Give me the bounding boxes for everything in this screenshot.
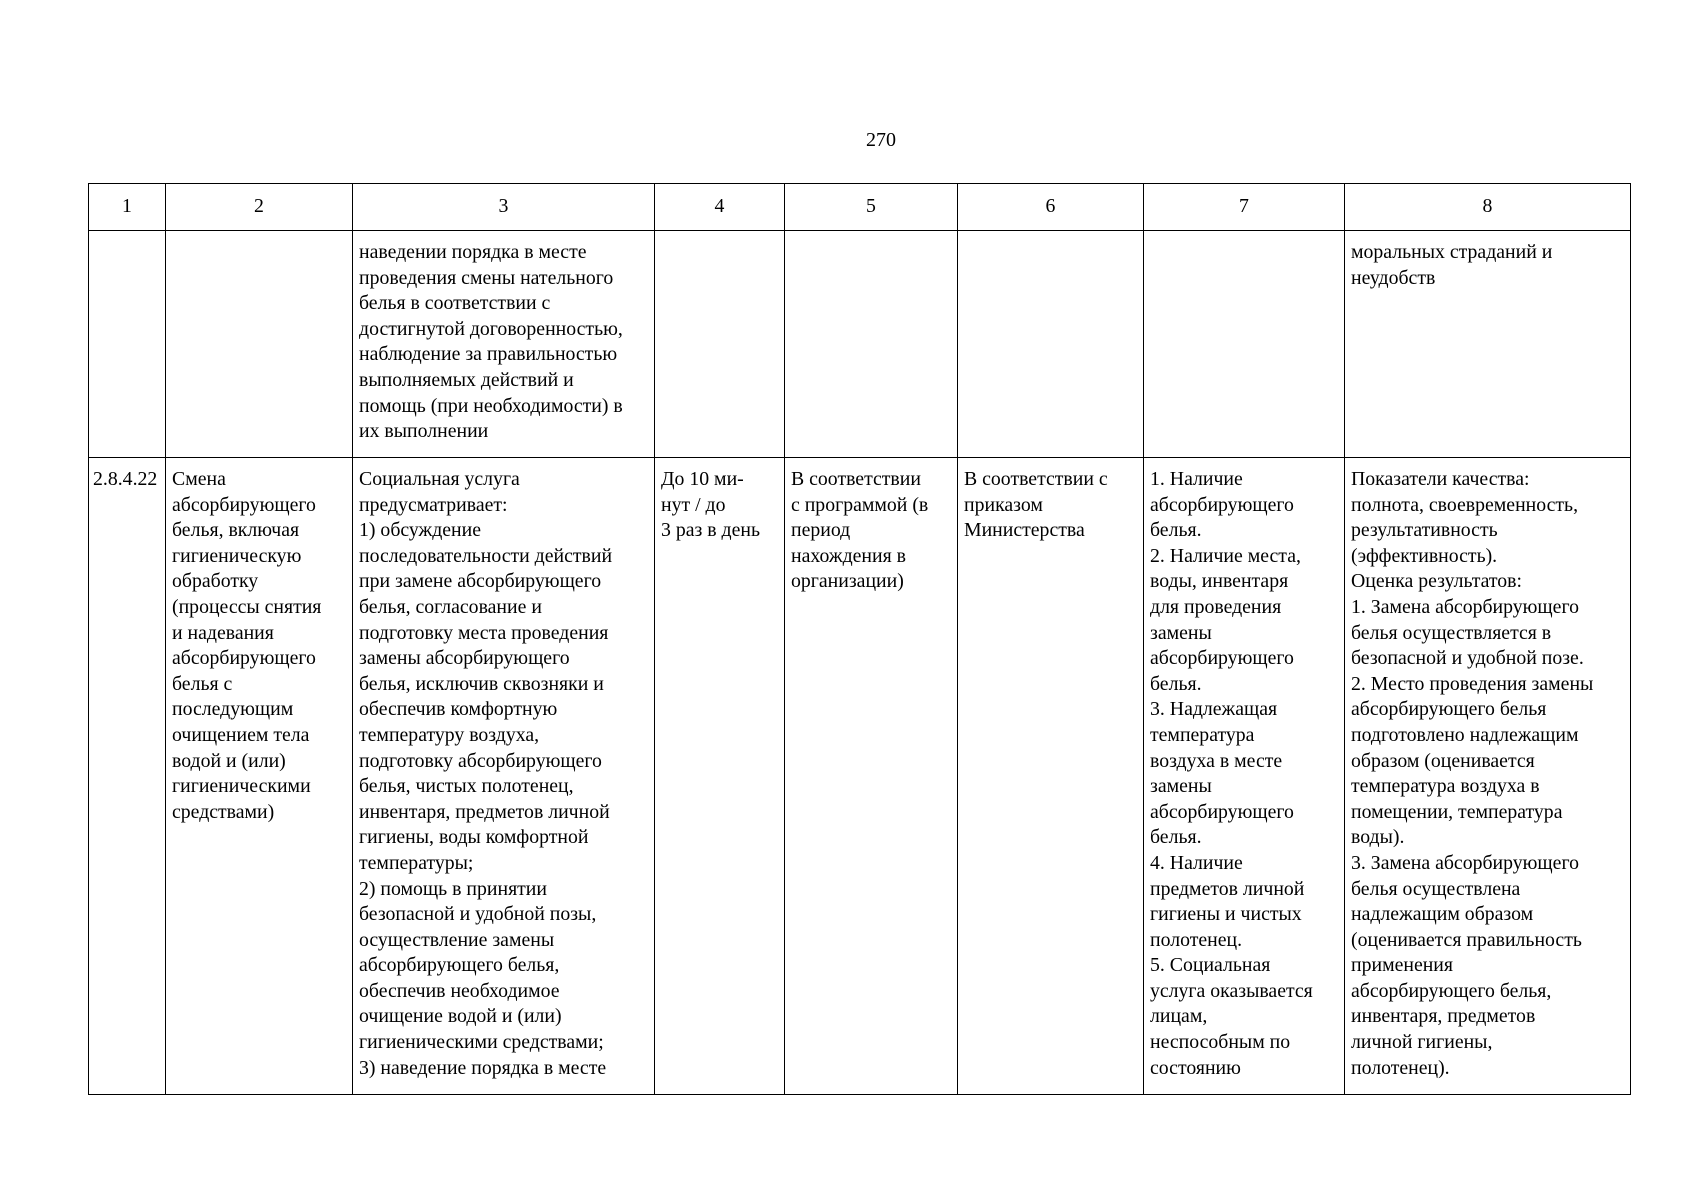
column-header: 6 bbox=[958, 184, 1144, 231]
column-header: 1 bbox=[89, 184, 166, 231]
service-code: 2.8.4.22 bbox=[93, 468, 158, 490]
table-cell bbox=[1345, 231, 1631, 458]
column-header: 7 bbox=[1144, 184, 1345, 231]
column-header: 8 bbox=[1345, 184, 1631, 231]
cell-text bbox=[166, 231, 352, 248]
services-table bbox=[88, 183, 1631, 1095]
table-cell bbox=[89, 231, 166, 458]
table-cell bbox=[655, 231, 785, 458]
cell-text bbox=[655, 231, 784, 248]
service-quality: Показатели качества: полнота, своевременность, результативность (эффективность). Оценка результатов: 1. Замена абсорбирующего белья осуществляется в безопасной и удобной позе. 2. Место проведения замены абсорбирующего белья подготовлено надлежащим образом (оценивается температура воздуха в помещении, температура воды). 3. Замена абсорбирующего белья осуществлена надлежащим образом (оценивается правильность применения абсорбирующего белья, инвентаря, предметов личной гигиены, полотенец). bbox=[1351, 468, 1594, 1079]
cell-text bbox=[785, 231, 957, 248]
table-cell bbox=[1345, 458, 1631, 1095]
page-number: 270 bbox=[866, 129, 896, 151]
column-header: 4 bbox=[655, 184, 785, 231]
service-duration: До 10 ми- нут / до 3 раз в день bbox=[661, 468, 761, 542]
table-row bbox=[89, 231, 1631, 458]
table-cell bbox=[958, 231, 1144, 458]
service-conditions: 1. Наличие абсорбирующего белья. 2. Наличие места, воды, инвентаря для проведения замены абсорбирующего белья. 3. Надлежащая температура воздуха в месте замены абсорбирующего белья. 4. Наличие предметов личной гигиены и чистых полотенец. 5. Социальная услуга оказывается лицам, неспособным по состоянию bbox=[1150, 468, 1313, 1079]
service-period: В соответствии с программой (в период нахождения в организации) bbox=[791, 468, 929, 593]
column-header: 5 bbox=[785, 184, 958, 231]
table-cell bbox=[785, 231, 958, 458]
table-cell bbox=[166, 231, 353, 458]
table-header-row bbox=[89, 184, 1631, 231]
table-cell bbox=[1144, 458, 1345, 1095]
column-header: 3 bbox=[353, 184, 655, 231]
table-cell bbox=[1144, 231, 1345, 458]
column-header: 2 bbox=[166, 184, 353, 231]
table-cell bbox=[785, 458, 958, 1095]
cell-text: наведении порядка в месте проведения смены нательного белья в соответствии с достигнутой договоренностью, наблюдение за правильностью выполняемых действий и помощь (при необходимости) в их выполнении bbox=[359, 241, 623, 443]
cell-text: моральных страданий и неудобств bbox=[1351, 241, 1553, 289]
cell-text bbox=[1144, 231, 1344, 248]
table-cell bbox=[166, 458, 353, 1095]
table-cell bbox=[958, 458, 1144, 1095]
service-description: Социальная услуга предусматривает: 1) обсуждение последовательности действий при замене абсорбирующего белья, согласование и подготовку места проведения замены абсорбирующего белья, исключив сквозняки и обеспечив комфортную температуру воздуха, подготовку абсорбирующего белья, чистых полотенец, инвентаря, предметов личной гигиены, воды комфортной температуры; 2) помощь в принятии безопасной и удобной позы, осуществление замены абсорбирующего белья, обеспечив необходимое очищение водой и (или) гигиеническими средствами; 3) наведение порядка в месте bbox=[359, 468, 613, 1079]
service-cost: В соответствии с приказом Министерства bbox=[964, 468, 1108, 542]
table-cell bbox=[353, 231, 655, 458]
cell-text bbox=[89, 231, 165, 248]
service-name: Смена абсорбирующего белья, включая гигиеническую обработку (процессы снятия и надевания абсорбирующего белья с последующим очищением тела водой и (или) гигиеническими средствами) bbox=[172, 468, 322, 823]
table-row bbox=[89, 458, 1631, 1095]
table-cell bbox=[353, 458, 655, 1095]
table-cell bbox=[89, 458, 166, 1095]
cell-text bbox=[958, 231, 1143, 248]
table-cell bbox=[655, 458, 785, 1095]
